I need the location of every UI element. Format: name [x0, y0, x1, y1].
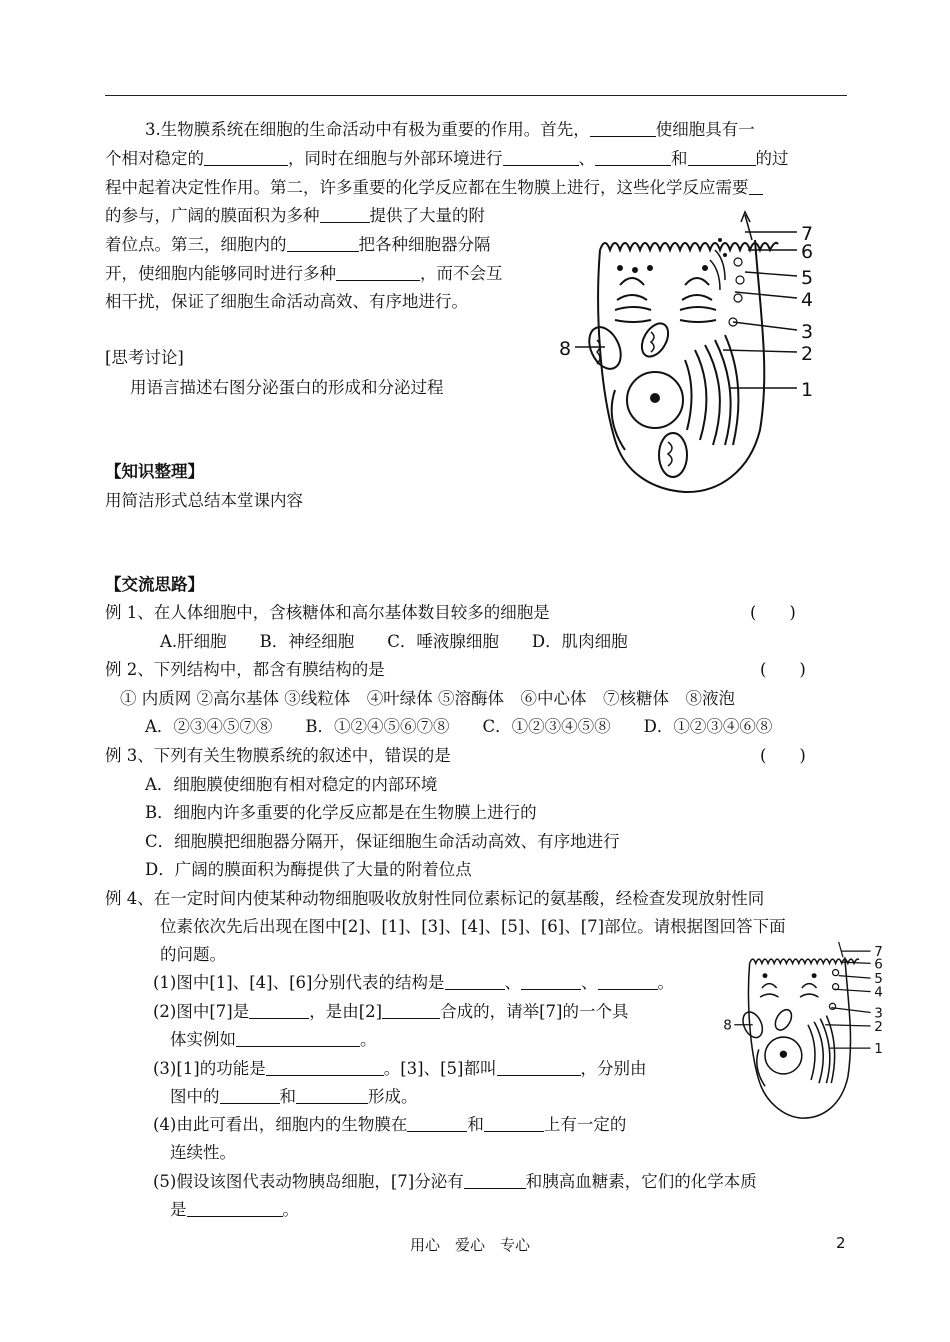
ex4-part-5: (5)假设该图代表动物胰岛细胞，[7]分泌有 和胰高血糖素，它们的化学本质 — [153, 1172, 757, 1191]
ex1-question: 例 1、在人体细胞中，含核糖体和高尔基体数目较多的细胞是 — [105, 603, 550, 622]
ex3-answer-paren: ( ) — [760, 746, 806, 765]
ex4-question-2: 位素依次先后出现在图中[2]、[1]、[3]、[4]、[5]、[6]、[7]部位。请根据图回答下面 — [160, 917, 786, 936]
fig-label-6: 6 — [801, 241, 814, 263]
fig-small-label-7: 7 — [874, 944, 883, 961]
fig-small-label-1: 1 — [874, 1041, 883, 1058]
ex4-part-3b: 图中的 和 形成。 — [170, 1087, 418, 1106]
fig-label-8: 8 — [559, 338, 572, 360]
fig-small-label-4: 4 — [874, 984, 883, 1001]
footer-motto: 用心 爱心 专心 — [410, 1236, 531, 1254]
s3-line-4: 的参与，广阔的膜面积为多种 提供了大量的附 — [105, 206, 485, 225]
ex2-items: ① 内质网 ②高尔基体 ③线粒体 ④叶绿体 ⑤溶酶体 ⑥中心体 ⑦核糖体 ⑧液泡 — [120, 689, 735, 708]
think-text: 用语言描述右图分泌蛋白的形成和分泌过程 — [130, 378, 444, 397]
s3-line-1: 3.生物膜系统在细胞的生命活动中有极为重要的作用。首先， 使细胞具有一 — [145, 120, 755, 139]
ex2-question: 例 2、下列结构中，都含有膜结构的是 — [105, 660, 385, 679]
ex3-option-d: D．广阔的膜面积为酶提供了大量的附着位点 — [145, 860, 472, 879]
s3-line-7: 相干扰，保证了细胞生命活动高效、有序地进行。 — [105, 292, 468, 311]
secretory-cell-figure — [555, 210, 840, 500]
ex2-options: A．②③④⑤⑦⑧ B．①②④⑤⑥⑦⑧ C．①②③④⑤⑧ D．①②③④⑥⑧ — [145, 717, 773, 736]
ex4-part-5b: 是 。 — [170, 1200, 299, 1219]
fig-small-label-8: 8 — [723, 1017, 732, 1034]
ex4-part-4: (4)由此可看出，细胞内的生物膜在 和 上有一定的 — [153, 1115, 627, 1134]
summary-title: 【知识整理】 — [105, 462, 204, 481]
fig-label-5: 5 — [801, 267, 814, 289]
page-number: 2 — [836, 1234, 846, 1252]
ex4-part-4b: 连续性。 — [170, 1143, 236, 1162]
summary-text: 用简洁形式总结本堂课内容 — [105, 491, 303, 510]
ex1-options: A.肝细胞 B．神经细胞 C．唾液腺细胞 D．肌肉细胞 — [160, 632, 628, 651]
think-title: [思考讨论] — [105, 348, 184, 367]
fig-small-label-2: 2 — [874, 1018, 883, 1035]
ex1-answer-paren: ( ) — [750, 603, 796, 622]
exchange-title: 【交流思路】 — [105, 575, 204, 594]
secretory-cell-figure-small — [722, 938, 897, 1130]
ex4-part-1: (1)图中[1]、[4]、[6]分别代表的结构是 、 、 。 — [153, 973, 674, 992]
s3-line-6: 开，使细胞内能够同时进行多种 ，而不会互 — [105, 264, 503, 283]
fig-small-label-3: 3 — [874, 1005, 883, 1022]
s3-line-3: 程中起着决定性作用。第二，许多重要的化学反应都在生物膜上进行，这些化学反应需要 — [105, 178, 763, 198]
ex2-answer-paren: ( ) — [760, 660, 806, 679]
fig-label-7: 7 — [801, 223, 814, 245]
fig-small-label-6: 6 — [874, 956, 883, 973]
fig-small-label-5: 5 — [874, 971, 883, 988]
fig-label-2: 2 — [801, 343, 814, 365]
ex4-question-1: 例 4、在一定时间内使某种动物细胞吸收放射性同位素标记的氨基酸，经检查发现放射性同 — [105, 889, 765, 908]
ex3-option-c: C．细胞膜把细胞器分隔开，保证细胞生命活动高效、有序地进行 — [145, 832, 620, 851]
s3-line-5: 着位点。第三，细胞内的 把各种细胞器分隔 — [105, 235, 491, 254]
ex4-part-2: (2)图中[7]是 ，是由[2] 合成的，请举[7]的一个具 — [153, 1002, 629, 1021]
ex4-question-3: 的问题。 — [160, 945, 226, 964]
header-rule — [105, 95, 847, 96]
ex3-option-a: A．细胞膜使细胞有相对稳定的内部环境 — [145, 775, 438, 794]
s3-line-2: 个相对稳定的 ，同时在细胞与外部环境进行 、 和 的过 — [105, 149, 789, 168]
ex3-option-b: B．细胞内许多重要的化学反应都是在生物膜上进行的 — [145, 803, 537, 822]
fig-label-4: 4 — [801, 289, 814, 311]
fig-label-3: 3 — [801, 321, 814, 343]
ex3-question: 例 3、下列有关生物膜系统的叙述中，错误的是 — [105, 746, 451, 765]
fig-label-1: 1 — [801, 379, 814, 401]
ex4-part-2b: 体实例如 。 — [170, 1030, 377, 1049]
ex4-part-3: (3)[1]的功能是 。[3]、[5]都叫 ，分别由 — [153, 1059, 647, 1078]
